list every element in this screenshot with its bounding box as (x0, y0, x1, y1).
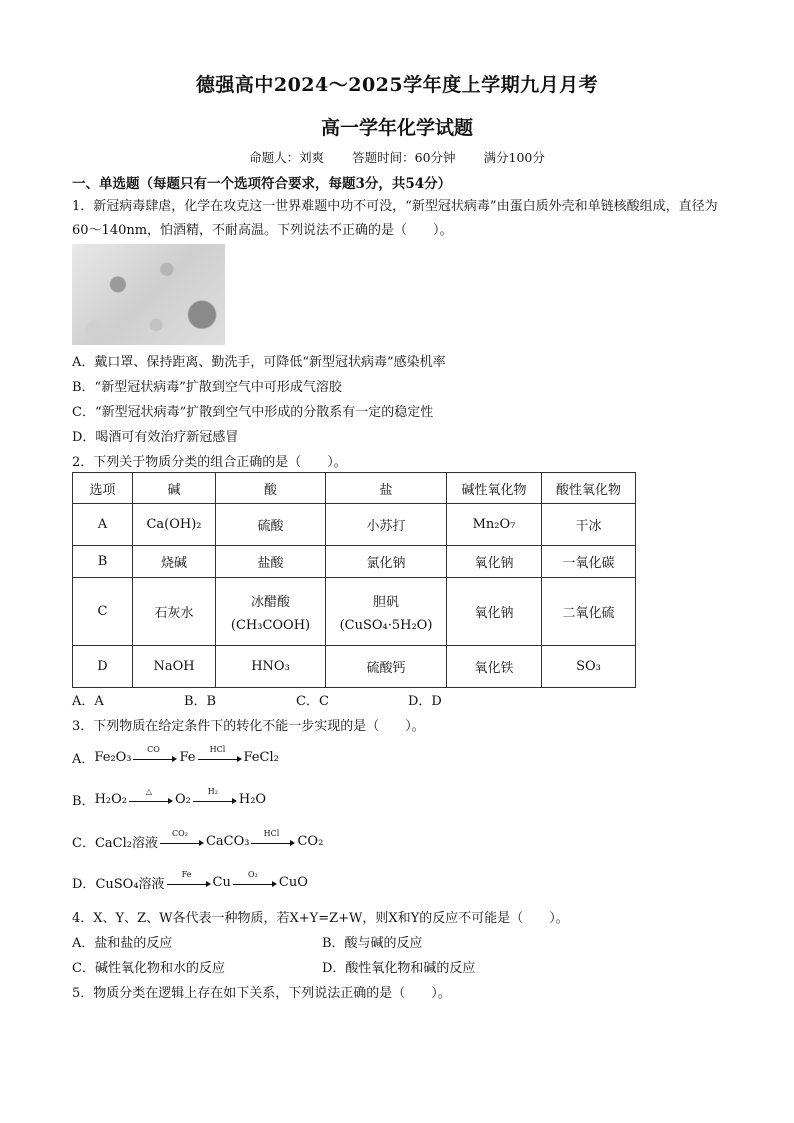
exam-meta (0, 148, 794, 166)
table-cell: 烧碱 (133, 546, 216, 578)
section-heading: 一、单选题（每题只有一个选项符合要求，每题3分，共54分） (72, 176, 452, 192)
table-row (73, 578, 636, 646)
option-label: D． (72, 877, 96, 892)
q4-option-a: A．盐和盐的反应 (72, 936, 173, 951)
q4-option-b: B．酸与碱的反应 (322, 936, 423, 951)
page-title: 德强高中2024～2025学年度上学期九月月考 (195, 74, 599, 96)
exam-time: 答题时间：60分钟 (352, 150, 456, 165)
cell-name: 冰醋酸 (250, 594, 290, 610)
q1-option-d: D．喝酒可有效治疗新冠感冒 (72, 430, 239, 445)
table-cell: HNO₃ (216, 646, 326, 688)
product: H₂O (238, 792, 267, 807)
q1-option-b: B．“新型冠状病毒”扩散到空气中可形成气溶胶 (72, 380, 342, 395)
q1-stem: 1．新冠病毒肆虐，化学在攻克这一世界难题中功不可没，“新型冠状病毒”由蛋白质外壳和单链核酸组成，直径为60～140nm，怕酒精，不耐高温。下列说法不正确的是（ ）。 (72, 199, 718, 238)
arrow-icon (160, 828, 204, 849)
page-subtitle: 高一学年化学试题 (320, 117, 473, 139)
q3-stem: 3．下列物质在给定条件下的转化不能一步实现的是（ ）。 (72, 719, 425, 734)
q2-option-b: B．B (184, 694, 217, 709)
table-cell: NaOH (133, 646, 216, 688)
table-header: 碱 (133, 473, 216, 504)
arrow-icon (129, 786, 173, 807)
reactant: H₂O₂ (94, 792, 127, 807)
q2-option-a: A．A (72, 694, 104, 709)
table-row (73, 504, 636, 546)
reactant: Fe₂O₃ (94, 750, 132, 765)
table-header: 酸性氧化物 (542, 473, 636, 504)
table-header: 选项 (73, 473, 133, 504)
condition: CO (147, 744, 160, 754)
table-cell: 石灰水 (133, 578, 216, 646)
condition: HCl (263, 828, 280, 838)
cell-name: 胆矾 (372, 594, 399, 610)
condition: △ (145, 786, 153, 796)
cell-formula: (CuSO₄·5H₂O) (339, 617, 433, 633)
table-cell (216, 578, 326, 646)
q5-stem: 5．物质分类在逻辑上存在如下关系，下列说法正确的是（ ）。 (72, 986, 451, 1001)
condition: Fe (181, 869, 192, 879)
arrow-icon (198, 744, 242, 765)
table-cell: 硫酸钙 (326, 646, 447, 688)
option-label: B． (72, 794, 95, 809)
condition: CO₂ (172, 828, 188, 838)
table-header: 酸 (216, 473, 326, 504)
q3-option-d (72, 869, 308, 892)
virus-image (72, 244, 225, 345)
classification-table (72, 472, 636, 688)
table-cell: 小苏打 (326, 504, 447, 546)
intermediate: Cu (212, 875, 231, 890)
table-cell: 氯化钠 (326, 546, 447, 578)
full-score: 满分100分 (483, 150, 545, 165)
table-cell: 干冰 (542, 504, 636, 546)
product: CuO (278, 875, 308, 890)
arrow-icon (167, 869, 211, 890)
q4-options-row1 (72, 932, 572, 951)
q4-stem: 4．X、Y、Z、W各代表一种物质，若X+Y=Z+W，则X和Y的反应不可能是（ ）。 (72, 911, 569, 926)
option-label: A． (72, 752, 95, 767)
q4-options-row2 (72, 957, 572, 976)
table-cell: A (73, 504, 133, 546)
arrow-icon (233, 869, 277, 890)
q4-option-c: C．碱性氧化物和水的反应 (72, 961, 225, 976)
table-cell: 氧化钠 (447, 578, 542, 646)
q2-option-d: D．D (408, 694, 442, 709)
table-header: 盐 (326, 473, 447, 504)
table-cell: D (73, 646, 133, 688)
table-header-row (73, 473, 636, 504)
table-cell: 盐酸 (216, 546, 326, 578)
arrow-icon (133, 744, 177, 765)
q2-option-c: C．C (296, 694, 329, 709)
table-cell: 硫酸 (216, 504, 326, 546)
q3-option-b (72, 786, 267, 809)
condition: HCl (209, 744, 226, 754)
intermediate: O₂ (174, 792, 191, 807)
table-cell (326, 578, 447, 646)
cell-formula: (CH₃COOH) (230, 617, 311, 633)
table-cell: SO₃ (542, 646, 636, 688)
author: 命题人：刘爽 (249, 150, 325, 165)
condition: H₂ (207, 786, 218, 796)
table-cell: C (73, 578, 133, 646)
arrow-icon (193, 786, 237, 807)
table-cell: 二氧化硫 (542, 578, 636, 646)
q1-option-c: C．“新型冠状病毒”扩散到空气中形成的分散系有一定的稳定性 (72, 405, 434, 420)
q2-stem: 2．下列关于物质分类的组合正确的是（ ）。 (72, 455, 347, 470)
q1-option-a: A．戴口罩、保持距离、勤洗手，可降低“新型冠状病毒”感染机率 (72, 355, 446, 370)
table-cell: B (73, 546, 133, 578)
arrow-icon (251, 828, 295, 849)
table-cell: Mn₂O₇ (447, 504, 542, 546)
table-cell: 氧化铁 (447, 646, 542, 688)
q3-option-a (72, 744, 279, 767)
condition: O₂ (247, 869, 258, 879)
product: FeCl₂ (243, 750, 279, 765)
table-cell: 氧化钠 (447, 546, 542, 578)
product: CO₂ (297, 834, 324, 849)
intermediate: CaCO₃ (205, 834, 250, 849)
reactant: CuSO₄溶液 (95, 877, 165, 892)
intermediate: Fe (179, 750, 196, 765)
reactant: CaCl₂溶液 (94, 836, 158, 851)
table-row (73, 546, 636, 578)
option-label: C． (72, 836, 95, 851)
q3-option-c (72, 828, 324, 851)
table-cell: 一氧化碳 (542, 546, 636, 578)
table-header: 碱性氧化物 (447, 473, 542, 504)
table-cell: Ca(OH)₂ (133, 504, 216, 546)
table-row (73, 646, 636, 688)
q4-option-d: D．酸性氧化物和碱的反应 (322, 961, 476, 976)
q2-options (72, 690, 520, 709)
